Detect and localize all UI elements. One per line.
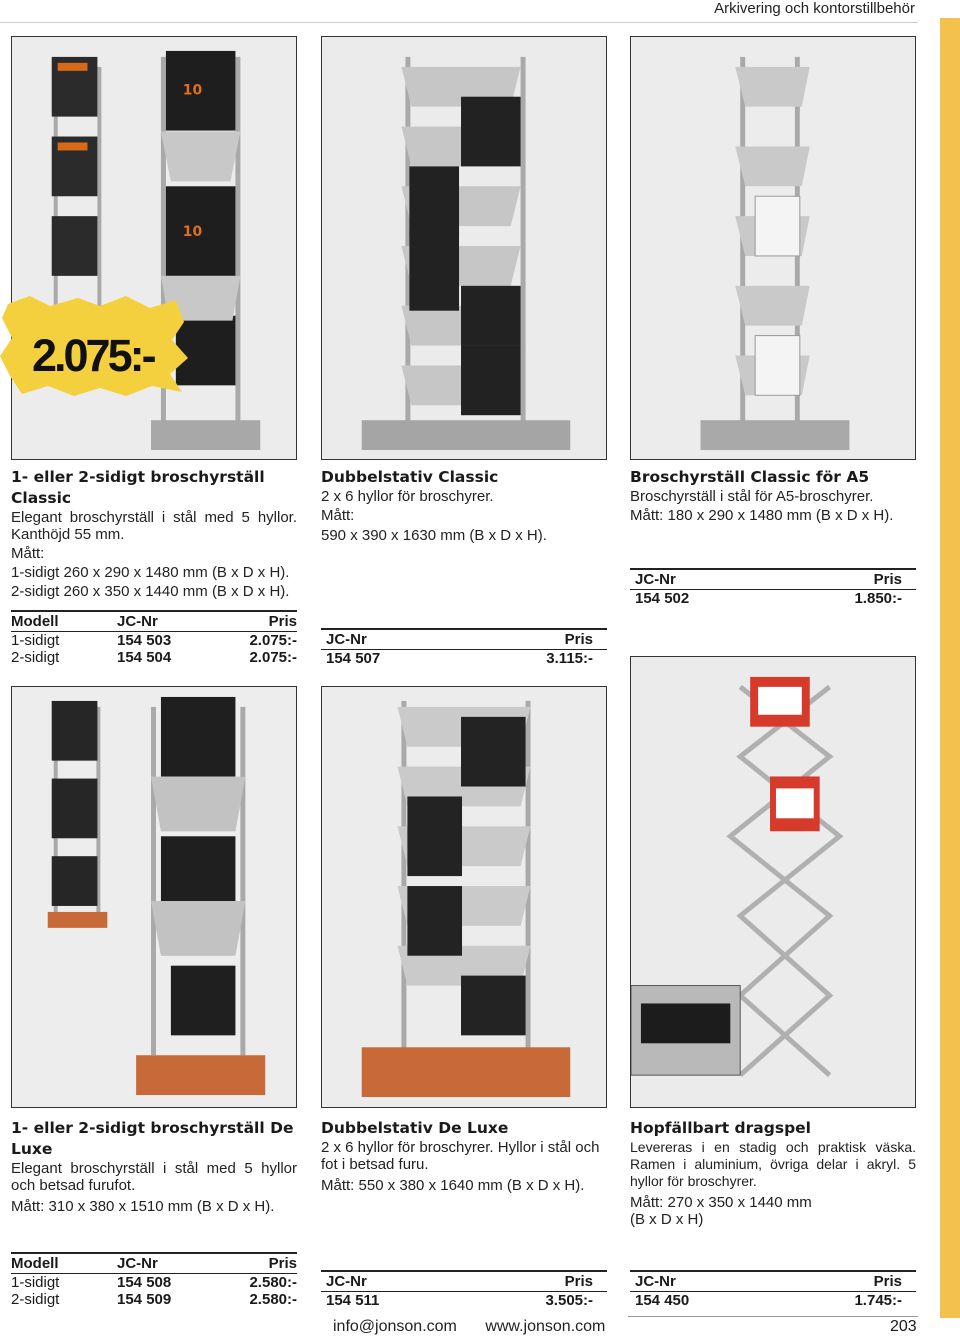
cell-price: 1.745:- xyxy=(854,1292,902,1309)
product-photo-classic xyxy=(11,36,297,460)
col-header: Pris xyxy=(770,569,916,590)
table-row xyxy=(321,1292,607,1310)
page-number: 203 xyxy=(890,1318,917,1335)
cell-jcnr: 154 507 xyxy=(326,650,381,667)
cell-jcnr: 154 508 xyxy=(117,1274,172,1291)
product-title: 1- eller 2-sidigt broschyrställ De Luxe xyxy=(11,1119,294,1158)
cell-jcnr: 154 504 xyxy=(117,649,172,666)
cell-jcnr: 154 509 xyxy=(117,1291,172,1308)
price-badge: 2.075:- xyxy=(32,330,154,381)
price-table xyxy=(630,1270,916,1309)
col-header: Modell xyxy=(11,611,117,632)
cell-jcnr: 154 502 xyxy=(635,590,690,607)
cell-jcnr: 154 450 xyxy=(635,1292,690,1309)
col-header: Modell xyxy=(11,1253,117,1274)
footer xyxy=(333,1318,629,1336)
table-row xyxy=(11,632,297,650)
cell-price: 2.580:- xyxy=(249,1274,297,1291)
col-header: Pris xyxy=(462,629,607,650)
price-table xyxy=(11,610,297,666)
product-description: Elegant broschyrställ i stål med 5 hyllor. Kanthöjd 55 mm. xyxy=(11,509,297,543)
table-row xyxy=(11,1291,297,1308)
product-photo-dubbelstativ-classic xyxy=(321,36,607,460)
product-title: Dubbelstativ De Luxe xyxy=(321,1119,509,1137)
cell-jcnr: 154 503 xyxy=(117,632,172,649)
product-description: Broschyrställ i stål för A5-broschyrer. xyxy=(630,488,874,505)
col-header: JC-Nr xyxy=(117,611,213,632)
col-header: JC-Nr xyxy=(321,1271,460,1292)
price-table xyxy=(321,628,607,667)
price-table xyxy=(11,1252,297,1308)
accent-side-bar xyxy=(940,18,960,1318)
cell-price: 3.115:- xyxy=(546,650,593,667)
dimension-text: 590 x 390 x 1630 mm (B x D x H). xyxy=(321,527,547,544)
cell-price: 2.580:- xyxy=(249,1291,297,1308)
table-row xyxy=(11,649,297,666)
col-header: JC-Nr xyxy=(321,629,462,650)
col-header: Pris xyxy=(213,1253,297,1274)
col-header: JC-Nr xyxy=(630,1271,770,1292)
table-row xyxy=(630,590,916,608)
dimension-text: 1-sidigt 260 x 290 x 1480 mm (B x D x H). xyxy=(11,564,290,581)
product-description: Levereras i en stadig och praktisk väska. Ramen i aluminium, övriga delar i akryl. 5 hyllor för broschyrer. xyxy=(630,1139,916,1189)
svg-text:10: 10 xyxy=(182,82,203,99)
col-header: Pris xyxy=(213,611,297,632)
product-photo-dubbelstativ-deluxe xyxy=(321,686,607,1108)
footer-email-link[interactable]: info@jonson.com xyxy=(333,1318,457,1335)
dimension-text: Mått: 550 x 380 x 1640 mm (B x D x H). xyxy=(321,1177,585,1194)
price-table xyxy=(630,568,916,607)
product-description: 2 x 6 hyllor för broschyrer. Hyllor i stål och fot i betsad furu. xyxy=(321,1139,600,1173)
footer-rule xyxy=(628,1316,918,1317)
product-title: Hopfällbart dragspel xyxy=(630,1119,811,1137)
dimension-text: Mått: 180 x 290 x 1480 mm (B x D x H). xyxy=(630,507,894,524)
cell-price: 1.850:- xyxy=(854,590,902,607)
product-title: Broschyrställ Classic för A5 xyxy=(630,468,870,486)
cell-model: 1-sidigt xyxy=(11,632,60,649)
dimension-text: 2-sidigt 260 x 350 x 1440 mm (B x D x H). xyxy=(11,583,290,600)
col-header: JC-Nr xyxy=(630,569,770,590)
product-photo-classic-a5 xyxy=(630,36,916,460)
header-rule xyxy=(0,22,918,23)
cell-model: 2-sidigt xyxy=(11,1291,60,1308)
price-table xyxy=(321,1270,607,1309)
table-row xyxy=(630,1292,916,1310)
svg-text:10: 10 xyxy=(182,224,203,241)
cell-price: 2.075:- xyxy=(249,649,297,666)
cell-model: 2-sidigt xyxy=(11,649,60,666)
product-description: 2 x 6 hyllor för broschyrer. xyxy=(321,488,494,505)
col-header: JC-Nr xyxy=(117,1253,213,1274)
cell-price: 2.075:- xyxy=(249,632,297,649)
table-row xyxy=(11,1274,297,1292)
col-header: Pris xyxy=(460,1271,607,1292)
dimension-label: Mått: xyxy=(321,507,355,524)
product-photo-dragspel xyxy=(630,656,916,1108)
dimension-text: Mått: 310 x 380 x 1510 mm (B x D x H). xyxy=(11,1198,275,1215)
dimension-text: (B x D x H) xyxy=(630,1211,704,1228)
section-header: Arkivering och kontorstillbehör xyxy=(714,0,915,17)
table-row xyxy=(321,650,607,668)
cell-model: 1-sidigt xyxy=(11,1274,60,1291)
dimension-label: Mått: xyxy=(11,545,45,562)
col-header: Pris xyxy=(770,1271,916,1292)
footer-web-link[interactable]: www.jonson.com xyxy=(485,1318,606,1335)
dimension-text: Mått: 270 x 350 x 1440 mm xyxy=(630,1194,812,1211)
product-photo-deluxe xyxy=(11,686,297,1108)
cell-jcnr: 154 511 xyxy=(326,1292,380,1309)
product-description: Elegant broschyrställ i stål med 5 hyllor och betsad furufot. xyxy=(11,1160,297,1194)
cell-price: 3.505:- xyxy=(545,1292,593,1309)
product-title: Dubbelstativ Classic xyxy=(321,468,499,486)
product-title: 1- eller 2-sidigt broschyrställ Classic xyxy=(11,468,265,507)
